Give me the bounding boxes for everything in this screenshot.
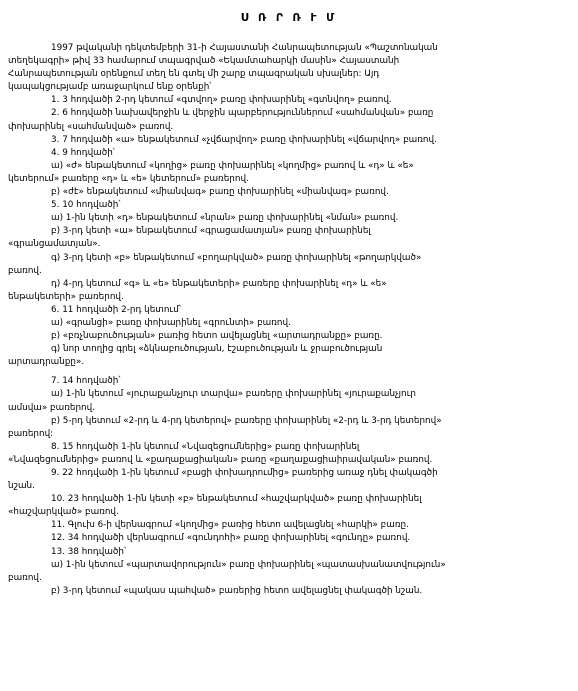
text-line: ա) 1-ին կետում «պարտավորություն» բառը փոխարինել «պատասխանատվություն» bbox=[51, 559, 446, 570]
text-line: 12. 34 հոդվածի վերնագրում «գունդոհի» բառը փոխարինել «գունդը» բառով. bbox=[51, 533, 411, 544]
text-line: 9. 22 հոդվածի 1-ին կետում «բացի փոխադրումից» բառերից առաջ դնել փակագծի bbox=[51, 468, 438, 478]
text-line: ա) 1-ին կետում «յուրաքանչյուր տարվա» բառերը փոխարինել «յուրաքանչյուր bbox=[51, 389, 416, 400]
text-line: բ) 3-րդ կետի «ա» ենթակետում «գրացամատյան» բառը փոխարինել bbox=[51, 226, 371, 237]
text-line: 13. 38 հոդվածի՝ bbox=[51, 546, 127, 557]
text-line: 1997 թվականի դեկտեմբերի 31-ի Հայաստանի Հանրապետության «Պաշտոնական bbox=[51, 43, 438, 53]
text-line: դ) 4-րդ կետում «գ» և «ե» ենթակետերի» բառերը փոխարինել «դ» և «ե» bbox=[51, 278, 387, 289]
text-line: 4. 9 հոդվածի՝ bbox=[51, 147, 115, 158]
text-line: կապակցությամբ առաջարկում ենք օրենքի՝ bbox=[8, 82, 212, 93]
text-line: փոխարինել «սահմանված» բառով. bbox=[8, 121, 174, 132]
text-line: Հանրապետության օրենքում տեղ են գտել մի շարք տպագրական սխալներ: Այդ bbox=[8, 69, 380, 80]
text-line: ամսվա» բառերով. bbox=[8, 402, 95, 413]
text-line: բ) «ժէ» ենթակետում «միանվագ» բառը փոխարինել «միանվագ» բառով. bbox=[51, 187, 389, 198]
text-line: 6. 11 հոդվածի 2-րդ կետում՝ bbox=[51, 304, 181, 315]
text-line: գ) 3-րդ կետի «բ» ենթակետում «բողարկված» բառը փոխարինել «թողարկված» bbox=[51, 252, 422, 263]
text-line: 10. 23 հոդվածի 1-ին կետի «բ» ենթակետում «հաշվարկված» բառը փոխարինել bbox=[51, 494, 422, 505]
document-title: Ս Ռ Ր Ռ Ւ Մ bbox=[240, 12, 338, 24]
text-line: տեղեկագրի» թիվ 33 համարում տպագրված «Եկամտահարկի մասին» Հայաստանի bbox=[8, 56, 400, 67]
text-line: գ) նոր տողից գրել «ձկնաբուծության, էշաբուծության և ջրաբուծության bbox=[51, 344, 383, 355]
text-line: 1. 3 հոդվածի 2-րդ կետում «գտվող» բառը փոխարինել «գտնվող» բառով. bbox=[51, 95, 392, 106]
text-line: ա) «ժ» ենթակետում «կողից» բառը փոխարինել «կողմից» բառով և «դ» և «ե» bbox=[51, 160, 414, 171]
text-line: նշան. bbox=[8, 481, 35, 492]
text-line: բ) 5-րդ կետում «2-րդ և 4-րդ կետերով» բառերը փոխարինել «2-րդ և 3-րդ կետերով» bbox=[51, 415, 442, 426]
text-line: բառերով: bbox=[8, 428, 54, 439]
text-line: ենթակետերի» բառերով. bbox=[8, 291, 124, 302]
text-line: 5. 10 հոդվածի՝ bbox=[51, 200, 121, 211]
text-line: 8. 15 հոդվածի 1-ին կետում «Նվազեցումներից» բառը փոխարինել bbox=[51, 441, 360, 452]
text-line: բառով. bbox=[8, 265, 42, 276]
text-line: բ) «բռչնաբուծության» բառից հետո ավելացնել «արտադրանքը» բառը. bbox=[51, 331, 383, 342]
text-line: կետերում» բառերը «դ» և «ե» կետերում» բառերով. bbox=[8, 173, 249, 184]
text-line: «գրանցամատյան». bbox=[8, 239, 101, 250]
text-line: արտադրանքը». bbox=[8, 357, 85, 368]
text-line: բառով. bbox=[8, 572, 42, 583]
text-line: «հաշվարկված» բառով. bbox=[8, 507, 119, 518]
text-line: բ) 3-րդ կետում «պակաս պահված» բառերից հետո ավելացնել փակագծի նշան. bbox=[51, 585, 423, 596]
text-line: 11. Գլուխ 6-ի վերնագրում «կողմից» բառից հետո ավելացնել «հարկի» բառը. bbox=[51, 520, 409, 531]
text-line: 3. 7 հոդվածի «ա» ենթակետում «չվճարվող» բառը փոխարինել «վճարվող» բառով. bbox=[51, 134, 437, 145]
document-body bbox=[8, 42, 568, 598]
text-line: «Նվազեցումներից» բառով և «քաղաքացիական» բառը «քաղաքացիաիրավական» բառով. bbox=[8, 454, 433, 465]
text-line: ա) «գրանցի» բառը փոխարինել «գրունտի» բառով. bbox=[51, 317, 291, 328]
text-line: 2. 6 հոդվածի նախավերջին և վերջին պարբերություններում «սահմանվան» բառը bbox=[51, 108, 434, 119]
text-line: 7. 14 հոդվածի՝ bbox=[51, 376, 121, 387]
text-line: ա) 1-ին կետի «դ» ենթակետում «նրան» բառը փոխարինել «նման» բառով. bbox=[51, 213, 399, 224]
